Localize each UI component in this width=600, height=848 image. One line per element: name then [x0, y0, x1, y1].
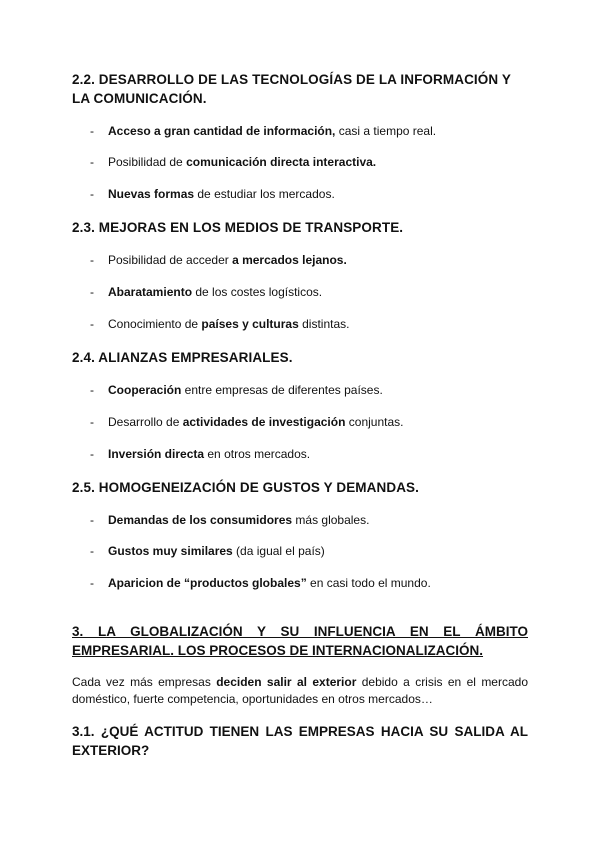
list-item: - Demandas de los consumidores más globales. — [90, 513, 370, 527]
list-item: - Conocimiento de países y culturas distintas. — [90, 317, 350, 331]
list-item: - Desarrollo de actividades de investigación conjuntas. — [90, 415, 404, 429]
list-item: - Cooperación entre empresas de diferentes países. — [90, 383, 383, 397]
paragraph-intro: Cada vez más empresas deciden salir al exterior debido a crisis en el mercado doméstico, fuerte competencia, oportunidades en otros mercados… — [72, 675, 529, 706]
list-item: - Nuevas formas de estudiar los mercados. — [90, 187, 335, 201]
heading-2-5: 2.5. HOMOGENEIZACIÓN DE GUSTOS Y DEMANDAS. — [72, 480, 420, 495]
list-item: - Aparicion de “productos globales” en casi todo el mundo. — [90, 576, 431, 590]
list-item: - Gustos muy similares (da igual el país) — [90, 544, 325, 558]
list-item: - Abaratamiento de los costes logísticos. — [90, 285, 323, 299]
list-item: - Posibilidad de comunicación directa interactiva. — [90, 155, 377, 169]
heading-2-3: 2.3. MEJORAS EN LOS MEDIOS DE TRANSPORTE. — [72, 220, 404, 235]
heading-3: 3. LA GLOBALIZACIÓN Y SU INFLUENCIA EN EL ÁMBITO EMPRESARIAL. LOS PROCESOS DE INTERNACIONALIZACIÓN. — [72, 624, 528, 658]
list-item: - Inversión directa en otros mercados. — [90, 447, 311, 461]
list-item: - Posibilidad de acceder a mercados lejanos. — [90, 253, 347, 267]
heading-3-1: 3.1. ¿QUÉ ACTITUD TIENEN LAS EMPRESAS HACIA SU SALIDA AL EXTERIOR? — [72, 724, 528, 758]
heading-2-2: 2.2. DESARROLLO DE LAS TECNOLOGÍAS DE LA INFORMACIÓN Y LA COMUNICACIÓN. — [72, 72, 511, 106]
list-item: - Acceso a gran cantidad de información, casi a tiempo real. — [90, 124, 437, 138]
heading-2-4: 2.4. ALIANZAS EMPRESARIALES. — [72, 350, 293, 365]
